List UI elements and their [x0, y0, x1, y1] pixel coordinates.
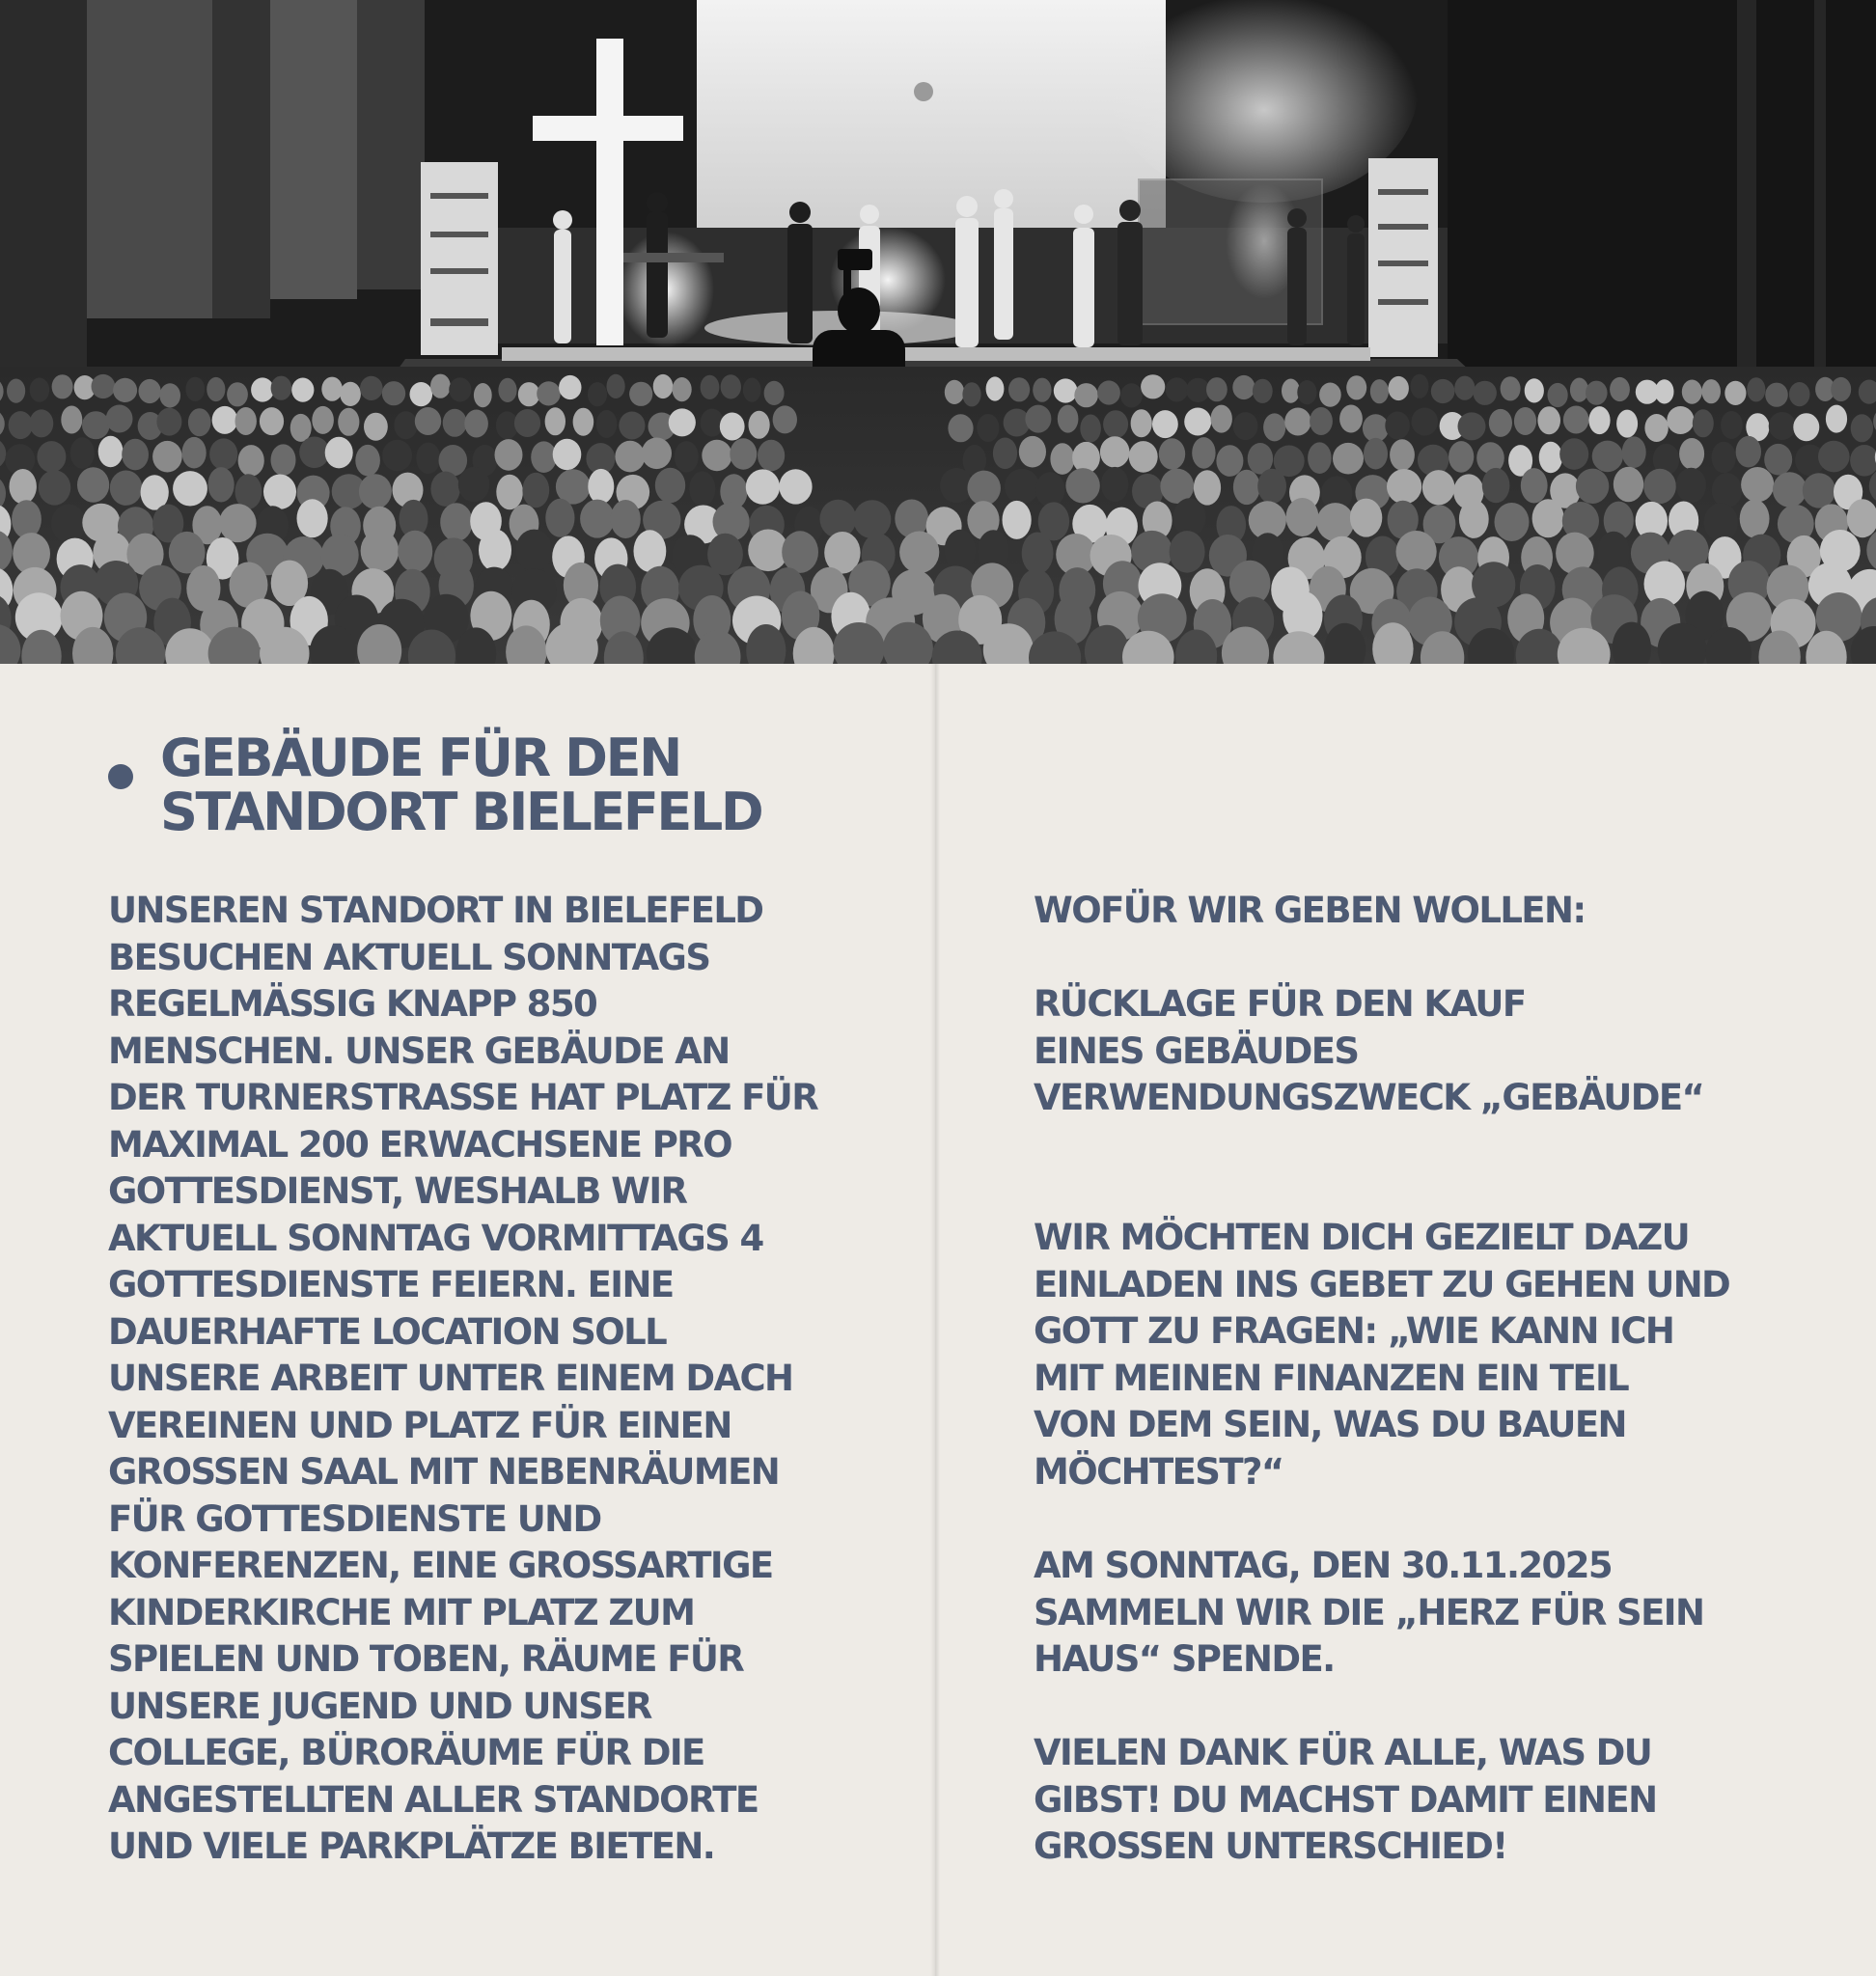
crowd-head: [1764, 444, 1792, 476]
crowd-head: [1474, 381, 1497, 405]
crowd-head: [1054, 378, 1078, 402]
crowd-head: [430, 374, 451, 398]
crowd-head: [1033, 378, 1051, 402]
crowd-head: [779, 469, 812, 504]
crowd-head: [743, 378, 761, 402]
crowd-head: [782, 531, 818, 573]
crowd-head: [1282, 379, 1300, 403]
crowd-head: [522, 473, 549, 508]
crowd-head: [338, 408, 359, 436]
crowd-head: [773, 405, 797, 433]
crowd-head: [416, 443, 440, 475]
crowd-head: [182, 437, 207, 469]
crowd-head: [1614, 467, 1643, 502]
crowd-head: [207, 377, 225, 401]
crowd-head: [1333, 443, 1364, 475]
crowd-head: [1818, 441, 1850, 473]
crowd-head: [439, 445, 468, 477]
crowd-head: [1539, 442, 1562, 474]
crowd-head: [449, 377, 471, 401]
crowd-head: [1257, 469, 1286, 504]
crowd-head: [1826, 405, 1847, 433]
crowd-head: [212, 406, 238, 434]
crowd-head: [764, 381, 785, 405]
crowd-head: [1350, 499, 1382, 537]
crowd-head: [188, 408, 211, 436]
crowd-head: [1773, 472, 1807, 507]
crowd-head: [1679, 438, 1704, 470]
crowd-head: [749, 411, 770, 439]
crowd-head: [51, 505, 86, 543]
crowd-head: [545, 407, 566, 435]
crowd-head: [7, 379, 25, 403]
crowd-head: [1592, 441, 1623, 473]
crowd-head: [430, 472, 459, 507]
crowd-head: [580, 500, 615, 538]
crowd-head: [1192, 437, 1215, 469]
crowd-head: [1616, 410, 1638, 438]
crowd-head: [290, 414, 312, 442]
crowd-head: [82, 411, 110, 439]
crowd-head: [962, 382, 980, 406]
crowd-head: [359, 474, 392, 508]
crowd-head: [297, 499, 328, 537]
crowd-head: [1789, 382, 1810, 406]
crowd-head: [1005, 469, 1039, 504]
crowd-head: [1458, 412, 1486, 440]
crowd-head: [1008, 377, 1030, 401]
crowd-head: [1676, 468, 1706, 503]
crowd-head: [1387, 469, 1421, 504]
crowd-head: [1521, 468, 1548, 503]
crowd-head: [588, 382, 607, 406]
crowd-head: [553, 439, 582, 471]
crowd-head: [1129, 441, 1158, 473]
crowd-head: [1514, 407, 1536, 435]
crowd-head: [1131, 409, 1152, 437]
crowd-head: [1622, 436, 1646, 468]
crowd-head: [1576, 469, 1609, 504]
right-column: [1034, 888, 1844, 1867]
crowd-head: [61, 406, 82, 434]
crowd-head: [720, 413, 745, 441]
crowd-head: [1019, 436, 1046, 468]
crowd-head: [251, 377, 274, 401]
crowd-head: [1339, 405, 1363, 433]
crowd-head: [474, 383, 492, 407]
crowd-head: [1701, 379, 1721, 403]
crowd-head: [986, 376, 1005, 400]
crowd-head: [394, 411, 417, 439]
crowd-head: [1186, 378, 1210, 402]
crowd-head: [1101, 467, 1128, 502]
crowd-head: [1286, 498, 1319, 536]
crowd-head: [1655, 379, 1674, 403]
crowd-head: [1586, 381, 1608, 405]
crowd-head: [675, 441, 699, 473]
crowd-head: [1563, 406, 1589, 434]
crowd-head: [1166, 377, 1189, 401]
crowd-head: [9, 411, 33, 439]
crowd-head: [1022, 533, 1054, 575]
crowd-head: [1035, 472, 1064, 507]
crowd-head: [1003, 501, 1032, 539]
crowd-head: [1740, 500, 1770, 538]
crowd-head: [758, 440, 785, 472]
crowd-head: [514, 409, 540, 437]
crowd-head: [1284, 408, 1310, 436]
crowd-head: [629, 382, 652, 406]
crowd-head: [945, 380, 964, 404]
crowd-head: [1548, 383, 1568, 407]
crowd-head: [1803, 473, 1835, 508]
crowd-head: [1643, 469, 1676, 504]
crowd-head: [219, 504, 257, 542]
crowd-head: [443, 409, 467, 437]
crowd-head: [1170, 531, 1205, 573]
crowd-head: [325, 437, 353, 469]
crowd-head: [993, 438, 1017, 470]
crowd-head: [1682, 380, 1702, 404]
crowd-head: [361, 530, 400, 572]
crowd-head: [30, 378, 50, 402]
crowd-head: [98, 436, 124, 468]
concert-photo: [0, 0, 1876, 664]
crowd-head: [113, 378, 137, 402]
crowd-head: [1482, 468, 1510, 503]
collection-text: AM SONNTAG, DEN 30.11.2025 SAMMELN WIR DIE „HERZ FÜR SEIN HAUS“ SPENDE.: [1034, 1545, 1704, 1680]
crowd-head: [1411, 374, 1429, 398]
crowd-head: [355, 445, 380, 477]
photo-illustration: [0, 0, 1876, 664]
crowd-head: [1489, 409, 1512, 437]
crowd-head: [173, 471, 207, 506]
crowd-head: [1412, 408, 1439, 436]
crowd-head: [673, 377, 692, 401]
crowd-head: [730, 438, 757, 470]
crowd-head: [52, 374, 73, 398]
crowd-head: [1065, 468, 1099, 503]
crowd-head: [1232, 375, 1255, 399]
crowd-head: [1704, 503, 1738, 541]
crowd-head: [1721, 411, 1743, 439]
crowd-head: [1831, 377, 1851, 401]
crowd-head: [70, 437, 95, 469]
crowd-head: [106, 405, 133, 433]
crowd-head: [853, 500, 891, 538]
crowd-head: [440, 503, 472, 541]
crowd-head: [531, 441, 557, 473]
crowd-head: [1459, 500, 1489, 538]
crowd-head: [1233, 412, 1258, 440]
crowd-head: [156, 408, 181, 436]
crowd-head: [1765, 383, 1788, 407]
crowd-head: [1263, 413, 1285, 441]
crowd-head: [479, 529, 511, 571]
crowd-head: [1390, 439, 1415, 471]
crowd-head: [271, 444, 296, 476]
crowd-head: [209, 438, 237, 470]
crowd-head: [1769, 412, 1796, 440]
crowd-head: [1211, 405, 1232, 433]
crowd-head: [948, 414, 973, 442]
crowd-head: [398, 531, 432, 573]
crowd-head: [1316, 503, 1354, 541]
crowd-head: [1253, 379, 1273, 403]
crowd-head: [360, 376, 383, 400]
crowd-head: [340, 382, 361, 406]
crowd-head: [1206, 377, 1228, 401]
crowd-head: [1610, 377, 1630, 401]
crowd-head: [1058, 405, 1079, 433]
crowd-head: [968, 471, 1001, 506]
crowd-head: [1141, 374, 1165, 398]
crowd-head: [545, 499, 574, 537]
crowd-head: [1100, 436, 1130, 468]
crowd-head: [1103, 410, 1128, 438]
crowd-head: [37, 441, 66, 473]
crowd-head: [1080, 415, 1101, 443]
crowd-head: [1308, 442, 1332, 474]
crowd-head: [611, 500, 641, 538]
crowd-head: [464, 410, 488, 438]
left-body-text: UNSEREN STANDORT IN BIELEFELD BESUCHEN AKTUELL SONNTAGS REGELMÄSSIG KNAPP 850 MENSCHEN. UNSER GEBÄUDE AN DER TURNERSTRASSE HAT PLATZ FÜR MAXIMAL 200 ERWACHSENE PRO GOTTESDIENST, WESHALB WIR AKTUELL SONNTAG VORMITTAGS 4 GOTTESDIENSTE FEIERN. EINE DAUERHAFTE LOCATION SOLL UNSERE ARBEIT UNTER EINEM DACH VEREINEN UND PLATZ FÜR EINEN GROSSEN SAAL MIT NEBENRÄUMEN FÜR GOTTESDIENSTE UND KONFERENZEN, EINE GROSSARTIGE KINDERKIRCHE MIT PLATZ ZUM SPIELEN UND TOBEN, RÄUME FÜR UNSERE JUGEND UND UNSER COLLEGE, BÜRORÄUME FÜR DIE ANGESTELLTEN ALLER STANDORTE UND VIELE PARKPLÄTZE BIETEN.: [108, 890, 818, 1867]
crowd-head: [159, 383, 180, 407]
crowd-head: [1346, 375, 1366, 399]
crowd-head: [1736, 436, 1761, 468]
crowd-head: [689, 471, 715, 506]
crowd-head: [185, 377, 205, 401]
crowd-head: [12, 500, 41, 538]
crowd-head: [1074, 383, 1098, 407]
crowd-head: [1194, 470, 1221, 505]
crowd-head: [1184, 408, 1211, 436]
crowd-head: [1120, 383, 1143, 407]
crowd-head: [10, 469, 37, 504]
crowd-head: [1588, 406, 1610, 434]
crowd-head: [537, 381, 561, 405]
crowd-head: [271, 376, 292, 400]
crowd-head: [588, 469, 614, 504]
crowd-head: [1025, 405, 1051, 433]
crowd-head: [238, 445, 264, 477]
crowd-head: [227, 382, 248, 406]
crowd-head: [263, 475, 296, 509]
crowd-head: [1097, 380, 1120, 404]
crowd-head: [1050, 443, 1074, 475]
crowd-head: [382, 381, 405, 405]
crowd-head: [1370, 379, 1389, 403]
crowd-head: [1793, 413, 1819, 441]
crowd-head: [634, 530, 667, 572]
crowd-head: [415, 407, 441, 435]
crowd-head: [653, 374, 674, 398]
crowd-head: [1422, 470, 1455, 505]
crowd-head: [619, 412, 645, 440]
crowd-head: [1385, 412, 1410, 440]
crowd-head: [1159, 438, 1185, 470]
crowd-head: [899, 532, 939, 574]
crowd-head: [410, 382, 433, 406]
crowd-head: [208, 467, 234, 502]
crowd-head: [1319, 383, 1341, 407]
crowd-head: [1501, 376, 1521, 400]
crowd-head: [1364, 438, 1388, 470]
crowd-head: [746, 469, 780, 504]
crowd-head: [30, 409, 54, 437]
crowd-head: [122, 439, 149, 471]
crowd-head: [1216, 445, 1243, 477]
crowd-head: [321, 377, 343, 401]
crowd-head: [1693, 409, 1714, 437]
crowd-head: [655, 468, 685, 503]
crowd-head: [701, 375, 720, 399]
crowd-head: [607, 374, 625, 398]
crowd-head: [1431, 379, 1455, 403]
crowd-head: [1747, 377, 1765, 401]
thanks-text: VIELEN DANK FÜR ALLE, WAS DU GIBST! DU MACHST DAMIT EINEN GROSSEN UNTERSCHIED!: [1034, 1732, 1657, 1867]
crowd-head: [1297, 380, 1316, 404]
crowd-head: [615, 441, 645, 473]
crowd-head: [1712, 473, 1742, 508]
crowd-head: [1495, 503, 1530, 541]
crowd-head: [1537, 406, 1560, 434]
crowd-head: [1152, 410, 1178, 438]
page-fold: [930, 664, 940, 1976]
crowd-head: [721, 374, 741, 398]
crowd-head: [596, 410, 618, 438]
crowd-head: [1851, 414, 1873, 442]
crowd-head: [515, 530, 552, 572]
crowd-head: [1532, 499, 1564, 537]
crowd-head: [496, 475, 523, 509]
crowd-head: [364, 413, 388, 441]
crowd-head: [291, 378, 314, 402]
crowd-head: [152, 441, 182, 473]
crowd-head: [1644, 414, 1668, 442]
crowd-head: [977, 414, 999, 442]
crowd-head: [1310, 407, 1333, 435]
crowd-head: [235, 407, 257, 435]
crowd-head: [1448, 441, 1474, 473]
crowd-head: [702, 440, 731, 472]
purpose-heading: WOFÜR WIR GEBEN WOLLEN:: [1034, 890, 1586, 931]
crowd-head: [518, 382, 540, 406]
heading-title: GEBÄUDE FÜR DEN STANDORT BIELEFELD: [160, 727, 762, 842]
crowd-head: [642, 438, 672, 470]
brochure-spread: [0, 664, 1876, 1976]
crowd-head: [1454, 376, 1475, 400]
banner-right: [1368, 158, 1438, 357]
crowd-head: [1389, 376, 1409, 400]
crowd-head: [1525, 378, 1544, 402]
bullet-dot-icon: [108, 764, 133, 789]
purpose-text: RÜCKLAGE FÜR DEN KAUF EINES GEBÄUDES VERWENDUNGSZWECK „GEBÄUDE“: [1034, 983, 1704, 1118]
crowd-head: [1559, 438, 1588, 470]
crowd-head: [495, 439, 523, 471]
crowd-head: [139, 379, 161, 403]
crowd-head: [1667, 406, 1694, 434]
crowd-head: [92, 374, 116, 398]
crowd-head: [1712, 442, 1736, 474]
crowd-head: [1724, 381, 1746, 405]
crowd-head: [1396, 531, 1437, 573]
crowd-head: [1741, 467, 1774, 502]
crowd-head: [945, 530, 977, 572]
crowd-head: [312, 406, 334, 434]
crowd-head: [260, 407, 284, 435]
crowd-head: [1597, 532, 1630, 574]
crowd-head: [669, 408, 696, 436]
crowd-head: [1570, 378, 1588, 402]
crowd-head: [382, 440, 412, 472]
crowd-head: [39, 470, 70, 505]
crowd-head: [110, 471, 143, 506]
crowd-head: [498, 378, 516, 402]
invitation-text: WIR MÖCHTEN DICH GEZIELT DAZU EINLADEN INS GEBET ZU GEHEN UND GOTT ZU FRAGEN: „WIE KANN ICH MIT MEINEN FINANZEN EIN TEIL VON DEM SEIN, WAS DU BAUEN MÖCHTEST?“: [1034, 1217, 1730, 1493]
crowd-head: [458, 467, 489, 502]
crowd-head: [77, 467, 109, 502]
crowd-head: [559, 375, 581, 399]
crowd-head: [573, 408, 594, 436]
crowd-head: [1233, 470, 1260, 505]
